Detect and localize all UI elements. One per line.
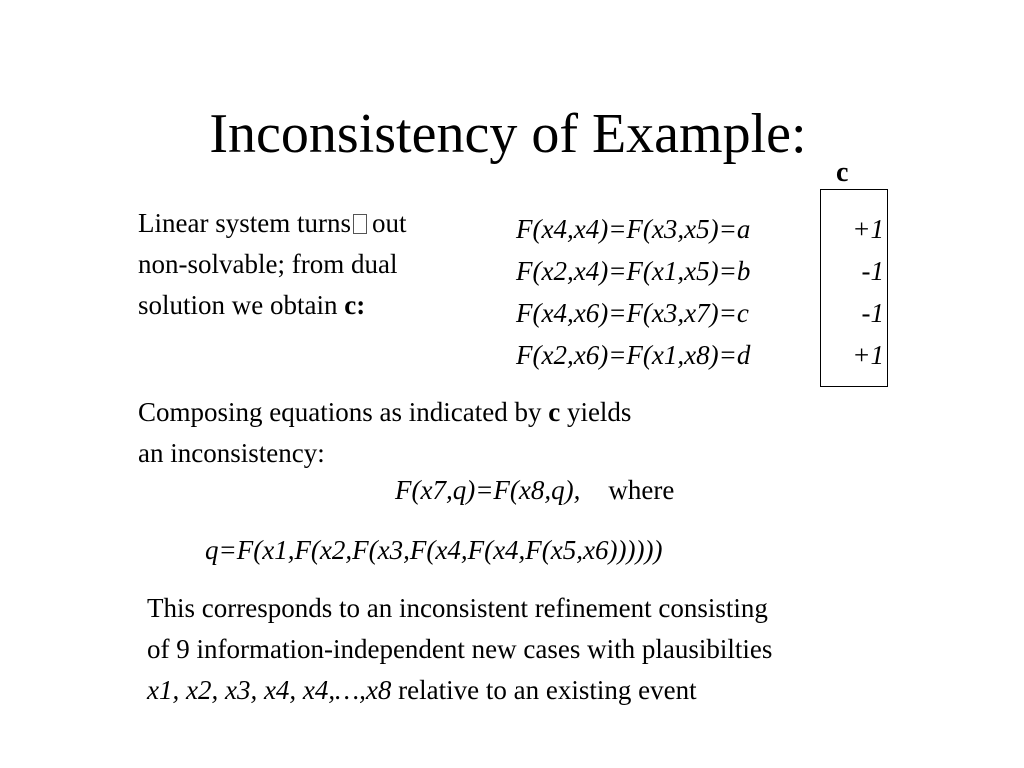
q-definition-formula: q=F(x1,F(x2,F(x3,F(x4,F(x4,F(x5,x6)))))) [205,535,663,565]
conclusion-line-1: This corresponds to an inconsistent refinement consisting [147,593,768,623]
intro-line-3-text: solution we obtain [138,290,345,320]
conclusion-paragraph [147,588,772,711]
equation-row: F(x2,x4)=F(x1,x5)=b [516,256,751,286]
inconsistency-expression: F(x7,q)=F(x8,q), [395,475,581,505]
c-vector-value: -1 [861,298,884,328]
slide-title [0,102,1024,166]
slide-title-text: Inconsistency of Example: [209,103,807,165]
composing-line-1-text: Composing equations as indicated by [138,397,549,427]
conclusion-line-3 [147,670,772,711]
intro-line-2: non-solvable; from dual [138,249,398,279]
intro-line-1-start: Linear system turns [138,208,351,238]
intro-paragraph [138,203,406,326]
composing-line-1 [138,392,631,433]
composing-line-2: an inconsistency: [138,438,325,468]
c-vector-value: +1 [852,214,884,244]
c-vector-value: -1 [861,256,884,286]
composing-line-1-bold: c [548,397,561,427]
c-vector-values [820,208,884,376]
intro-line-3 [138,285,406,326]
equation-row: F(x2,x6)=F(x1,x8)=d [516,340,751,370]
missing-glyph-box-icon [353,214,367,234]
inconsistency-formula [395,470,674,510]
equation-row: F(x4,x6)=F(x3,x7)=c [516,298,749,328]
intro-line-3-bold: c: [344,290,366,320]
intro-line-1 [138,203,406,244]
where-word: where [608,475,675,505]
equation-row: F(x4,x4)=F(x3,x5)=a [516,214,751,244]
composing-paragraph [138,392,631,474]
conclusion-variables: x1, x2, x3, x4, x4,…,x8 [147,675,392,705]
conclusion-line-3-text: relative to an existing event [391,675,697,705]
composing-line-1-suffix: yields [560,397,632,427]
intro-line-1-end: out [371,208,407,238]
c-vector-value: +1 [852,340,884,370]
c-vector-label: c [836,157,849,188]
equation-list [516,208,750,376]
conclusion-line-2: of 9 information-independent new cases with plausibilties [147,634,773,664]
